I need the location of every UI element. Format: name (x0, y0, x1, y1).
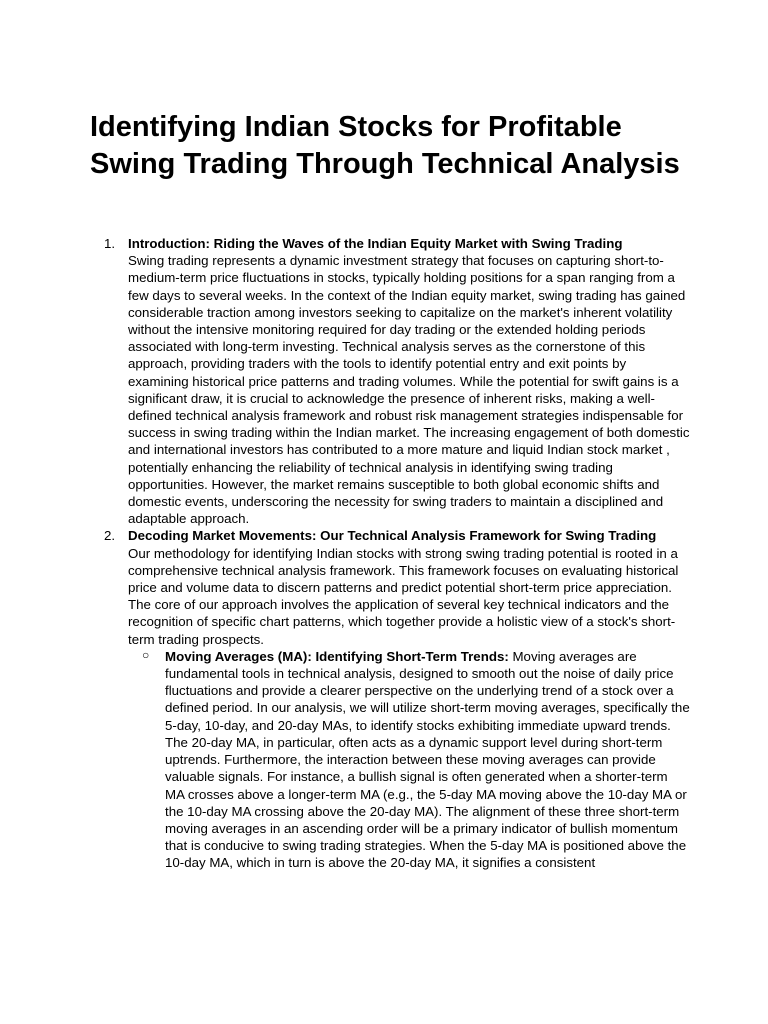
section-list (90, 235, 690, 872)
section-introduction (90, 235, 690, 527)
subsection-paragraph: Moving averages are fundamental tools in technical analysis, designed to smooth out the noise of daily price fluctuations and provide a clearer perspective on the underlying trend of a stock over a defined period. In our analysis, we will utilize short-term moving averages, specifically the 5-day, 10-day, and 20-day MAs, to identify stocks exhibiting immediate upward trends. The 20-day MA, in particular, often acts as a dynamic support level during short-term uptrends. Furthermore, the interaction between these moving averages can provide valuable signals. For instance, a bullish signal is often generated when a shorter-term MA crosses above a longer-term MA (e.g., the 5-day MA moving above the 10-day MA or the 10-day MA crossing above the 20-day MA). The alignment of these three short-term moving averages in an ascending order will be a primary indicator of bullish momentum that is conducive to swing trading strategies. When the 5-day MA is positioned above the 10-day MA, which in turn is above the 20-day MA, it signifies a consistent (165, 648, 690, 871)
section-heading: Decoding Market Movements: Our Technical Analysis Framework for Swing Trading (128, 528, 657, 544)
subsection-list (128, 648, 690, 872)
section-heading: Introduction: Riding the Waves of the Indian Equity Market with Swing Trading (128, 236, 623, 251)
subsection-heading: Moving Averages (MA): Identifying Short-Term Trends: (165, 648, 513, 664)
document-title: Identifying Indian Stocks for Profitable Swing Trading Through Technical Analysis (90, 111, 680, 180)
section-framework (90, 527, 690, 871)
section-number: 2. (104, 528, 116, 544)
subsection-moving-averages (128, 648, 690, 872)
section-number: 1. (104, 236, 116, 251)
section-paragraph: Our methodology for identifying Indian stocks with strong swing trading potential is rooted in a comprehensive technical analysis framework. This framework focuses on evaluating historical price and volume data to discern patterns and predict potential short-term price appreciation. The core of our approach involves the application of several key technical indicators and the recognition of specific chart patterns, which together provide a holistic view of a stock's short-term trading prospects. (128, 545, 679, 647)
hollow-circle-bullet-icon: ○ (142, 647, 150, 662)
section-paragraph: Swing trading represents a dynamic investment strategy that focuses on capturing short-to-medium-term price fluctuations in stocks, typically holding positions for a span ranging from a few days to several weeks. In the context of the Indian equity market, swing trading has gained considerable traction among investors seeking to capitalize on the market's inherent volatility without the intensive monitoring required for day trading or the extended holding periods associated with long-term investing. Technical analysis serves as the cornerstone of this approach, providing traders with the tools to identify potential entry and exit points by examining historical price patterns and trading volumes. While the potential for swift gains is a significant draw, it is crucial to acknowledge the presence of inherent risks, making a well-defined technical analysis framework and robust risk management strategies indispensable for success in swing trading within the Indian market. The increasing engagement of both domestic and international investors has contributed to a more mature and liquid Indian stock market , potentially enhancing the reliability of technical analysis in identifying swing trading opportunities. However, the market remains susceptible to both global economic shifts and domestic events, underscoring the necessity for swing traders to maintain a disciplined and adaptable approach. (128, 253, 690, 527)
